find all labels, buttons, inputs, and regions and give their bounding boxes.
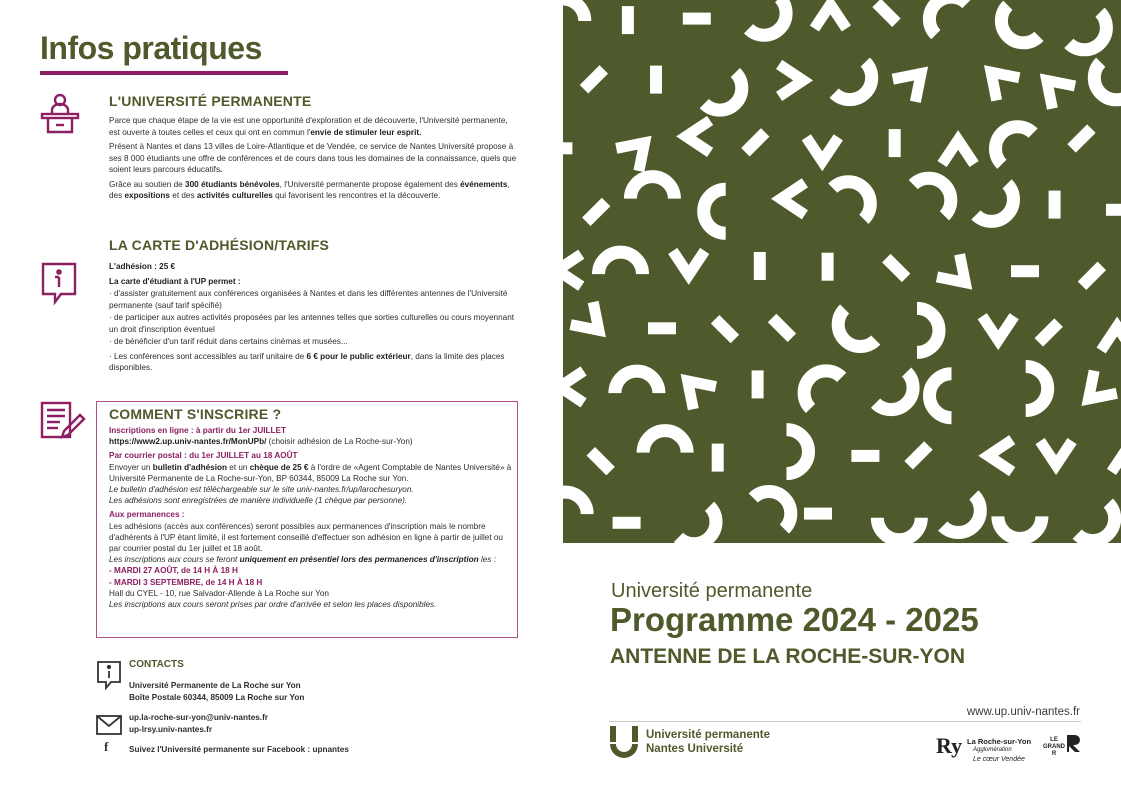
pattern-glyph xyxy=(1011,265,1039,277)
pattern-glyph xyxy=(1026,367,1048,411)
website-url[interactable]: www.up.univ-nantes.fr xyxy=(966,706,1080,718)
pattern-glyph xyxy=(673,251,705,275)
pattern-glyph xyxy=(1040,441,1072,465)
pattern-glyph xyxy=(1106,204,1121,216)
decorative-pattern xyxy=(563,0,1121,543)
divider xyxy=(609,721,1081,722)
pattern-glyph xyxy=(781,183,805,215)
pattern-glyph xyxy=(752,370,764,398)
inscrire-text: Inscriptions en ligne : à partir du 1er JUILLET https://www2.up.univ-nantes.fr/MonUPb/ (choisir adhésion de La Roche-sur-Yon) Par courrier postal : du 1er JUILLET au 18 AOÛT Envoyer un bulletin d'adhésion et un chèque de 25 € à l'ordre de «Agent Comptable de Nantes Université» à Université Permanente de La Roche-sur-Yon, BP 60344, 85009 La Roche sur Yon. Le bulletin d'adhésion est téléchargeable sur le site univ-nantes.fr/up/larochesuryon. Les adhésions sont enregistrées de manière individuelle (1 chèque par personne). Aux permanences : Les adhésions (accès aux conférences) seront possibles aux permanences d'inscription mais le nombre d'adhérents à l'UP étant limité, il est fortement conseillé d'effectuer son adhésion en ligne à partir de juillet ou par courrier postal du 1er juillet et 18 août. Les inscriptions aux cours se feront uniquement en présentiel lors des permanences d'inscription les : - MARDI 27 AOÛT, de 14 H À 18 H - MARDI 3 SEPTEMBRE, de 14 H À 18 H Hall du CYEL - 10, rue Salvador-Allende à La Roche sur Yon Les inscriptions aux cours seront prises par ordre d'arrivée et selon les places disponibles. xyxy=(109,426,512,610)
pattern-glyph xyxy=(806,137,838,161)
pattern-glyph xyxy=(683,13,711,25)
pattern-glyph xyxy=(917,308,939,352)
pattern-glyph xyxy=(643,431,687,453)
pattern-glyph xyxy=(1049,191,1061,219)
pattern-glyph xyxy=(768,314,796,342)
pattern-glyph xyxy=(1101,327,1121,351)
lecturer-icon xyxy=(40,92,80,141)
universite-text: Parce que chaque étape de la vie est une opportunité d'exploration et de découverte, l'Université permanente, est ouverte à toutes celles et ceux qui ont en commun l'envie de stimuler leur esprit. Présent à Nantes et dans 13 villes de Loire-Atlantique et de Vendée, ce service de Nantes Université propose à ses 8 000 étudiants une offre de conférences et de cours dans tous les domaines de la connaissance, quels que soient leurs parcours éducatifs. Grâce au soutien de 300 étudiants bénévoles, l'Université permanente propose également des événements, des expositions et des activités culturelles qui favorisent les rencontres et la découverte. xyxy=(109,116,517,200)
pattern-glyph xyxy=(686,120,710,152)
pattern-glyph xyxy=(988,440,1012,472)
pattern-glyph xyxy=(982,316,1014,340)
pattern-glyph xyxy=(753,482,800,529)
pattern-glyph xyxy=(704,189,726,233)
pattern-glyph xyxy=(622,6,634,34)
grand-r-icon xyxy=(1065,733,1083,758)
pattern-glyph xyxy=(648,322,676,334)
cover-subtitle: Université permanente xyxy=(611,580,813,602)
pattern-glyph xyxy=(563,371,584,403)
pattern-glyph xyxy=(1112,448,1121,472)
pattern-glyph xyxy=(571,302,611,342)
pattern-glyph xyxy=(920,0,967,35)
up-logo-text: Université permanente Nantes Université xyxy=(646,729,770,755)
pattern-glyph xyxy=(616,131,656,171)
form-icon xyxy=(40,401,86,446)
pattern-glyph xyxy=(711,315,739,343)
pattern-glyph xyxy=(943,495,990,542)
cover-main-title: Programme 2024 - 2025 xyxy=(610,601,979,638)
pattern-glyph xyxy=(582,198,610,226)
pattern-glyph xyxy=(992,5,1039,52)
contact-address: Université Permanente de La Roche sur Yon Boîte Postale 60344, 85009 La Roche sur Yon xyxy=(129,681,305,702)
pattern-glyph xyxy=(1078,262,1106,290)
pattern-glyph xyxy=(829,309,876,356)
pattern-glyph xyxy=(580,65,608,93)
pattern-glyph xyxy=(937,254,977,294)
facebook-icon[interactable]: f xyxy=(104,739,109,754)
pattern-glyph xyxy=(795,362,842,409)
pattern-glyph xyxy=(904,441,932,469)
up-logo-icon xyxy=(610,726,638,763)
contacts-title: CONTACTS xyxy=(129,659,184,670)
pattern-glyph xyxy=(678,506,725,543)
envelope-icon xyxy=(96,715,122,740)
info-page xyxy=(0,0,560,794)
pattern-glyph xyxy=(980,61,1020,101)
pattern-glyph xyxy=(787,430,809,474)
pattern-glyph xyxy=(779,64,803,96)
pattern-glyph xyxy=(676,370,716,410)
carte-text: L'adhésion : 25 € La carte d'étudiant à l'UP permet : · d'assister gratuitement aux conférences organisées à Nantes et dans les différentes antennes de l'Université permanente (sauf tarif spécifié) · de participer aux autres activités proposées par les antennes telles que sorties culturelles ou cours moyennant un droit d'inscription éventuel · de bénéficier d'un tarif réduit dans certains cinémas et musées... · Les conférences sont accessibles au tarif unitaire de 6 € pour le public extérieur, dans la limite des places disponibles. xyxy=(109,262,515,372)
cover-page xyxy=(563,0,1121,794)
pattern-glyph xyxy=(872,0,900,27)
pattern-glyph xyxy=(563,254,581,286)
pattern-glyph xyxy=(712,444,724,472)
pattern-glyph xyxy=(599,252,643,274)
section-title-carte: LA CARTE D'ADHÉSION/TARIFS xyxy=(109,237,330,253)
pattern-glyph xyxy=(1035,69,1075,109)
pattern-glyph xyxy=(986,118,1033,165)
facebook-link[interactable]: Suivez l'Université permanente sur Facebook : upnantes xyxy=(129,745,349,754)
pattern-glyph xyxy=(630,177,674,199)
pattern-glyph xyxy=(704,73,751,120)
online-url: https://www2.up.univ-nantes.fr/MonUPb/ xyxy=(109,437,267,447)
pattern-glyph xyxy=(1077,371,1117,411)
pattern-glyph xyxy=(930,374,952,418)
pattern-glyph xyxy=(587,447,615,475)
pattern-glyph xyxy=(1067,124,1095,152)
contact-email[interactable]: up.la-roche-sur-yon@univ-nantes.fr up-lrsy.univ-nantes.fr xyxy=(129,713,268,734)
pattern-glyph xyxy=(1035,318,1063,346)
pattern-glyph xyxy=(613,517,641,529)
pattern-glyph xyxy=(1077,503,1121,543)
contact-info-icon xyxy=(96,660,122,697)
pattern-glyph xyxy=(563,0,585,21)
pattern-glyph xyxy=(976,184,1023,231)
pattern-glyph xyxy=(998,516,1042,538)
pattern-glyph xyxy=(851,450,879,462)
section-title-universite: L'UNIVERSITÉ PERMANENTE xyxy=(109,93,312,109)
cover-antenne: ANTENNE DE LA ROCHE-SUR-YON xyxy=(610,645,966,668)
pattern-glyph xyxy=(833,173,880,220)
section-title-inscrire: COMMENT S'INSCRIRE ? xyxy=(109,406,282,422)
pattern-glyph xyxy=(876,372,923,419)
pattern-glyph xyxy=(741,128,769,156)
title-underline xyxy=(40,71,288,75)
pattern-glyph xyxy=(942,140,974,164)
pattern-glyph xyxy=(563,142,572,154)
pattern-glyph xyxy=(822,253,834,281)
pattern-glyph xyxy=(1085,62,1121,109)
pattern-glyph xyxy=(563,492,587,514)
pattern-glyph xyxy=(615,371,659,393)
pattern-glyph xyxy=(882,254,910,282)
partner-grand-r: LE GRAND R xyxy=(1043,737,1065,757)
pattern-glyph xyxy=(1069,12,1116,59)
page-title: Infos pratiques xyxy=(40,30,262,66)
pattern-glyph xyxy=(893,62,933,102)
pattern-glyph xyxy=(834,62,881,109)
pattern-glyph xyxy=(889,129,901,157)
info-icon xyxy=(41,262,77,311)
pattern-glyph xyxy=(814,5,846,29)
pattern-glyph xyxy=(877,518,921,540)
svg-text:Ry: Ry xyxy=(936,733,963,758)
roche-logo xyxy=(936,733,964,764)
pattern-glyph xyxy=(754,252,766,280)
pattern-glyph xyxy=(804,508,832,520)
pattern-glyph xyxy=(913,169,960,216)
partner-roche: La Roche-sur-Yon Agglomération Le cœur Vendée xyxy=(967,737,1032,763)
pattern-glyph xyxy=(749,0,796,44)
pattern-glyph xyxy=(650,66,662,94)
